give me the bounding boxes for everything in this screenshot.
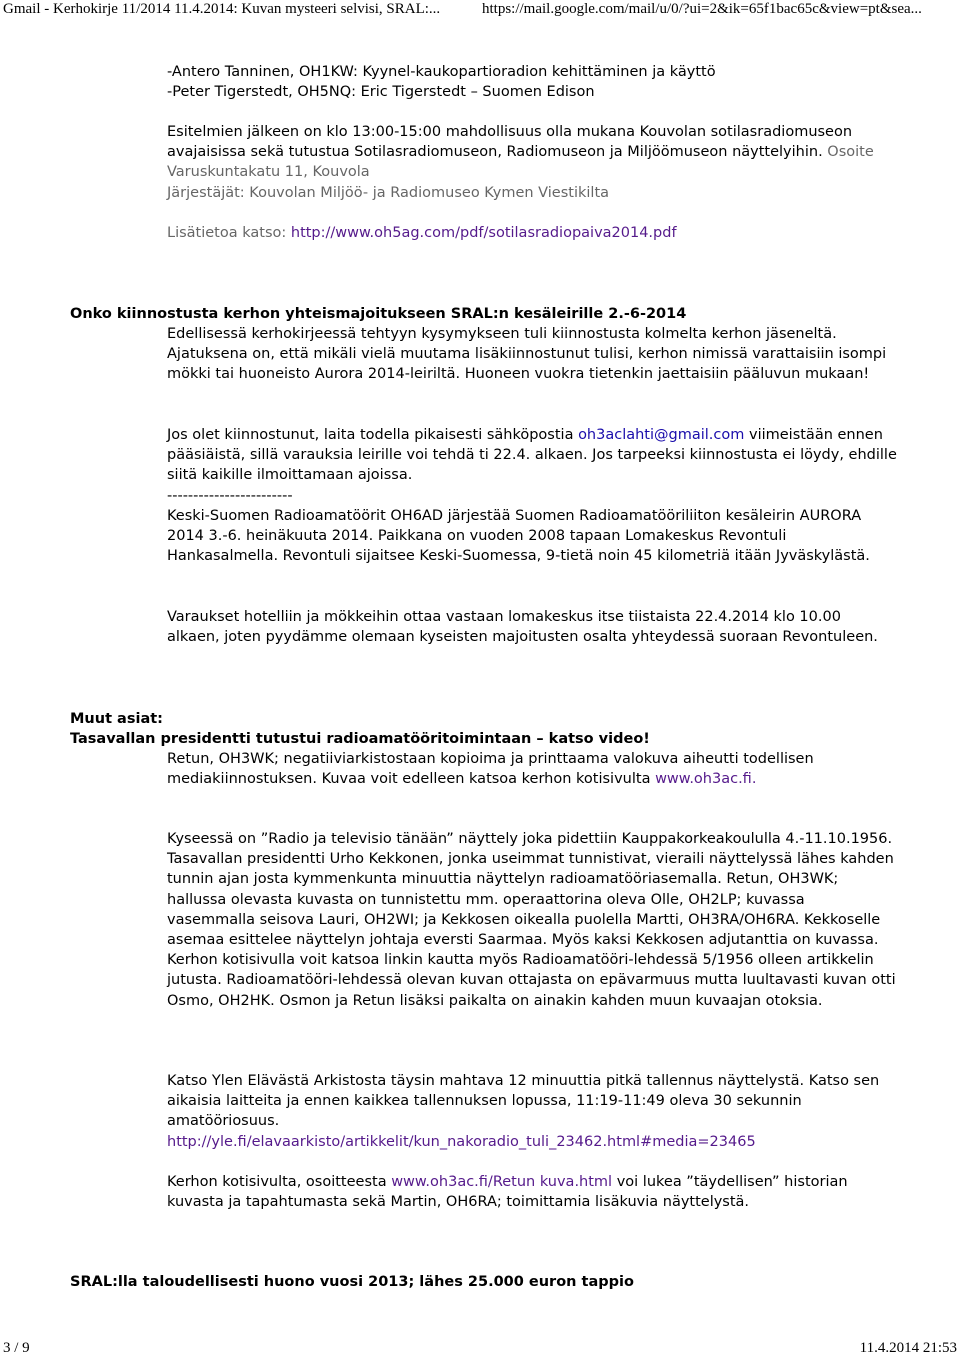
intro-text: Esitelmien jälkeen on klo 13:00-15:00 mahdollisuus olla mukana Kouvolan sotilasradiomuseon avajaisissa sekä tutustua Sotilasradiomuseon, Radiomuseon ja Miljöömuseon näyttelyihin. [167,124,853,161]
header-title: Gmail - Kerhokirje 11/2014 11.4.2014: Kuvan mysteeri selvisi, SRAL:... [3,1,441,17]
section-heading-accommodation: Onko kiinnostusta kerhon yhteismajoitukseen SRAL:n kesäleirille 2.-6-2014 [70,306,687,322]
paragraph-text: Kyseessä on ”Radio ja televisio tänään” näyttely joka pidettiin Kauppakorkeakoululla 4.-11.10.1956. Tasavallan presidentti Urho Kekkonen, jonka useimmat tunnistivat, vieraili näyttelyssä lähes kahden tunnin ajan josta kymmenkunta minuuttia näyttelyn radioamatööriasemalla. Retun, OH3WK; hallussa olevasta kuvasta on tunnistettu mm. operaattorina oleva Olle, OH2LP; kuvassa vasemmalla seisova Lauri, OH2WI; ja Kekkosen oikealla puolella Martti, OH3RA/OH6RA. Kekkoselle asemaa esittelee näyttelyn johtaja eversti Saarmaa. Myös kaksi Kekkosen adjutanttia on kuvassa. Kerhon kotisivulla voit katsoa linkin kautta myös Radioamatööri-lehdessä 5/1956 olleen artikkelin jutusta. Radioamatööri-lehdessä olevan kuvan ottajasta on epävarmuus mutta luultavasti kuvan otti Osmo, OH2HK. Osmon ja Retun lisäksi paikalta on ainakin kahden muun kuvaajan otoksia. [167,831,896,1009]
divider-line: ------------------------ [167,487,293,504]
section-heading-other: Muut asiat: [70,711,163,727]
organizers-text: Järjestäjät: Kouvolan Miljöö- ja Radiomuseo Kymen Viestikilta [167,184,610,201]
talk-list [167,62,897,102]
president-paragraph-2 [167,829,897,1011]
accommodation-paragraph-3 [167,607,897,647]
print-datetime: 11.4.2014 21:53 [859,1340,957,1356]
page-number: 3 / 9 [3,1340,30,1356]
president-paragraph-4 [167,1172,897,1212]
paragraph-text: Retun, OH3WK; negatiiviarkistostaan kopioima ja printtaama valokuva aiheutti todellisen mediakiinnostuksen. Kuvaa voit edelleen katsoa kerhon kotisivulta [167,751,814,788]
talk-item: -Antero Tanninen, OH1KW: Kyynel-kaukopartioradion kehittäminen ja käyttö [167,64,716,80]
yle-archive-link[interactable]: http://yle.fi/elavaarkisto/artikkelit/kun_nakoradio_tuli_23462.html#media=23465 [167,1133,756,1150]
president-paragraph-1 [167,749,897,789]
other-news-heading [70,709,910,749]
more-info [167,223,897,243]
pdf-link[interactable]: http://www.oh5ag.com/pdf/sotilasradiopaiva2014.pdf [290,225,677,241]
paragraph-text: Edellisessä kerhokirjeessä tehtyyn kysymykseen tuli kiinnostusta kolmelta kerhon jäseneltä. Ajatuksena on, että mikäli vielä muutama lisäkiinnostunut tulisi, kerhon nimissä varattaisiin isompi mökki tai huoneisto Aurora 2014-leiriltä. Huoneen vuokra tietenkin jaettaisiin pääluvun mukaan! [167,326,887,383]
paragraph-text: Kerhon kotisivulta, osoitteesta [167,1174,392,1190]
more-info-label: Lisätietoa katso: [167,225,291,241]
talk-item: -Peter Tigerstedt, OH5NQ: Eric Tigerstedt – Suomen Edison [167,84,595,101]
address-text: Osoite Varuskuntakatu 11, Kouvola [167,144,874,181]
accommodation-paragraph-1 [167,324,897,385]
print-header [0,0,960,22]
aurora-text: Keski-Suomen Radioamatöörit OH6AD järjestää Suomen Radioamatööriliiton kesäleirin AURORA 2014 3.-6. heinäkuuta 2014. Paikkana on vuoden 2008 tapaan Lomakeskus Revontuli Hankasalmella. Revontuli sijaitsee Keski-Suomessa, 9-tietä noin 45 kilometriä itään Jyväskylästä. [167,507,870,565]
president-paragraph-3 [167,1071,897,1152]
intro-paragraph [167,122,897,203]
paragraph-text: voi lukea ”täydellisen” historian kuvasta ja tapahtumasta sekä Martin, OH6RA; toimittamia lisäkuvia näyttelystä. [167,1174,848,1211]
paragraph-text: Jos olet kiinnostunut, laita todella pikaisesti sähköpostia [167,427,579,443]
photo-story-link[interactable]: www.oh3ac.fi/Retun kuva.html [391,1174,613,1190]
paragraph-text: Varaukset hotelliin ja mökkeihin ottaa vastaan lomakeskus itse tiistaista 22.4.2014 klo 10.00 alkaen, joten pyydämme olemaan kyseisten majoitusten osalta yhteydessä suoraan Revontuleen. [167,609,878,646]
accommodation-paragraph-2 [167,425,897,566]
paragraph-text: Katso Ylen Elävästä Arkistosta täysin mahtava 12 minuuttia pitkä tallennus näyttelystä. Katso sen aikaisia laitteita ja ennen kaikkea tallennuksen lopussa, 11:19-11:49 oleva 30 sekunnin amatööriosuus. [167,1073,880,1130]
email-link[interactable]: oh3aclahti@gmail.com [578,427,745,443]
header-url: https://mail.google.com/mail/u/0/?ui=2&ik=65f1bac65c&view=pt&sea... [482,1,922,17]
paragraph-text: viimeistään ennen pääsiäistä, sillä varauksia leirille voi tehdä ti 22.4. alkaen. Jos tarpeeksi kiinnostusta ei löydy, ehdille siitä kaikille ilmoittamaan ajoissa. [167,427,897,484]
homepage-link[interactable]: www.oh3ac.fi. [655,771,757,788]
section-heading-finance: SRAL:lla taloudellisesti huono vuosi 2013; lähes 25.000 euron tappio [70,1274,634,1290]
print-footer [0,1339,960,1357]
section-heading-president: Tasavallan presidentti tutustui radioamatööritoimintaan – katso video! [70,731,650,748]
